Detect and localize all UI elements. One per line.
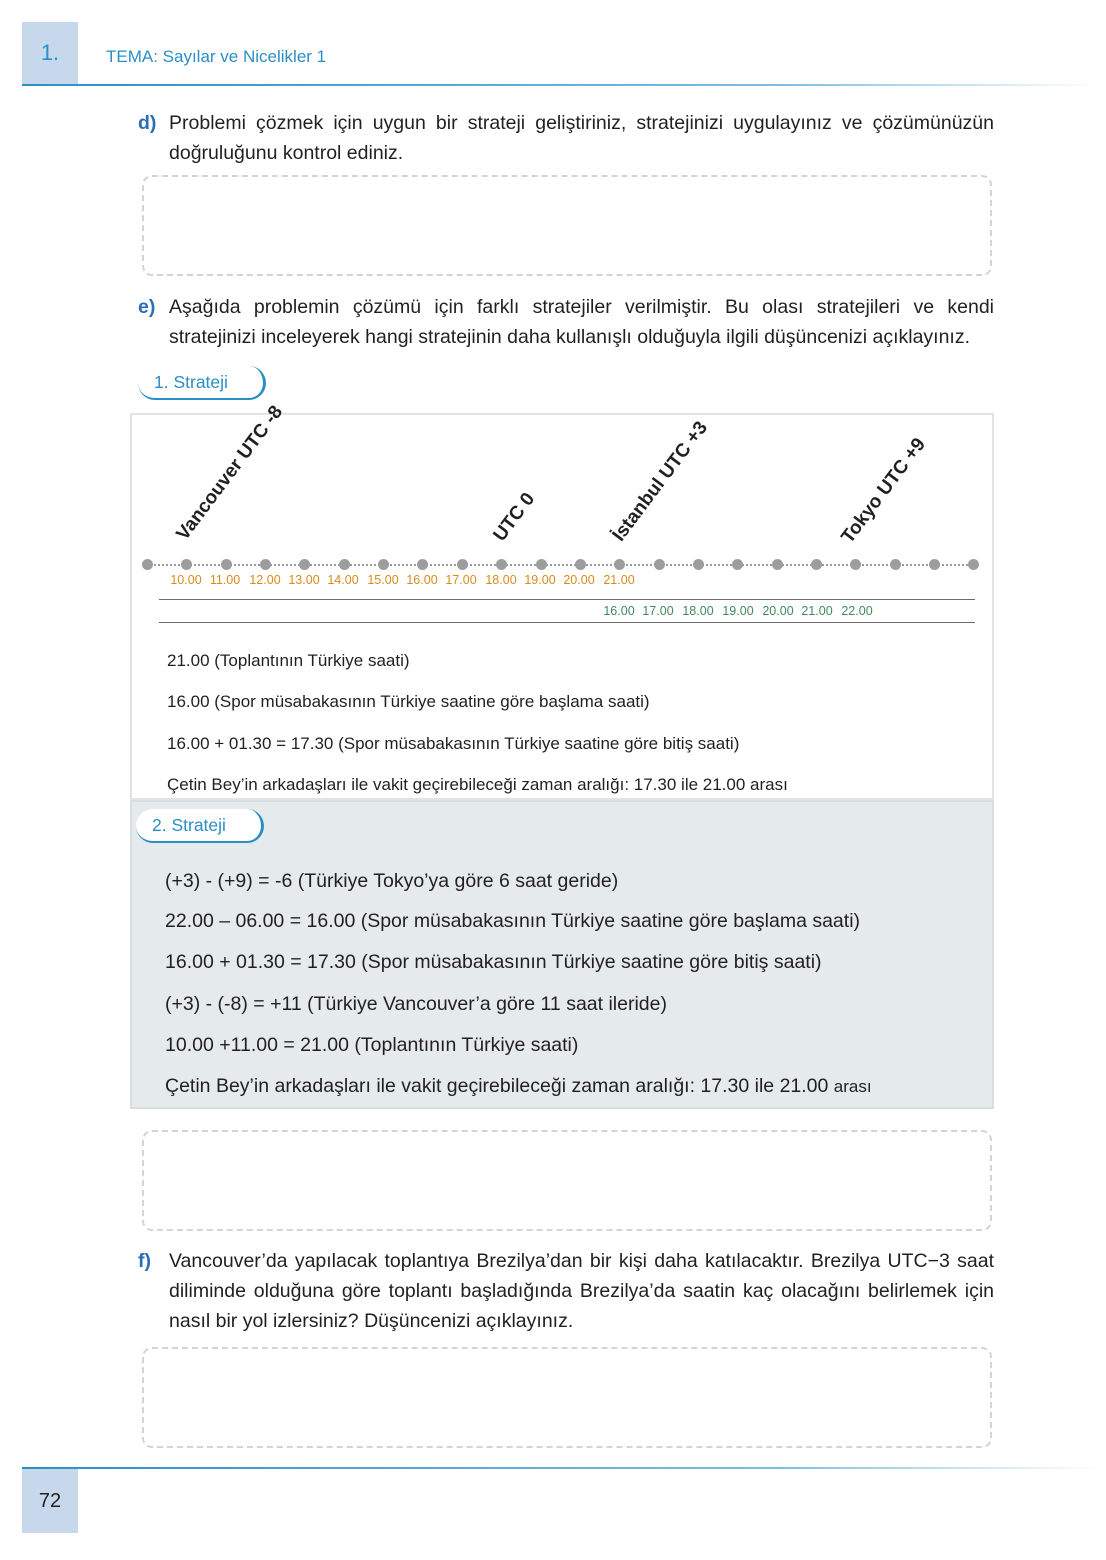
unit-number-badge [22,22,78,84]
timeline-top-label: 12.00 [249,573,281,587]
timeline-top-label: 21.00 [603,573,635,587]
timeline-dot [772,559,783,570]
strategy-2-line: 16.00 + 01.30 = 17.30 (Spor müsabakasının Türkiye saatine göre bitiş saati) [165,951,822,973]
timeline-dot [260,559,271,570]
strategy-2-conclusion-suffix: arası [833,1077,872,1096]
timeline-dot [536,559,547,570]
question-e [138,292,994,352]
timeline-bottom-label: 17.00 [642,604,674,618]
strategy-1-line: 21.00 (Toplantının Türkiye saati) [167,651,410,670]
question-f-text: Vancouver’da yapılacak toplantıya Brezilya’dan bir kişi daha katılacaktır. Brezilya UTC−3 saat diliminde olduğuna göre toplantı başladığında Brezilya’da saatin kaç olacağını belirlemek için nasıl bir yol izlersiniz? Düşüncenizi açıklayınız. [169,1250,994,1332]
timeline-dot [811,559,822,570]
timeline-divider-bottom [159,622,975,623]
timeline-top-label: 14.00 [327,573,359,587]
header-divider [22,84,1102,86]
timeline-dot [221,559,232,570]
question-f [138,1246,994,1336]
strategy-2-tab-label: 2. Strateji [152,814,226,835]
timeline-top-label: 17.00 [445,573,477,587]
timeline-bottom-label: 18.00 [682,604,714,618]
question-f-label: f) [138,1250,151,1272]
strategy-2-line-last [165,1073,872,1100]
timeline-top-label: 15.00 [367,573,399,587]
strategy-1-line: 16.00 + 01.30 = 17.30 (Spor müsabakasının Türkiye saatine göre bitiş saati) [167,734,740,753]
timeline-dot [890,559,901,570]
timeline-bottom-label: 21.00 [801,604,833,618]
strategy-1-line: 16.00 (Spor müsabakasının Türkiye saatine göre başlama saati) [167,692,650,711]
timeline-top-label: 16.00 [406,573,438,587]
timeline-top-label: 19.00 [524,573,556,587]
strategy-1-tab-label: 1. Strateji [154,371,228,392]
city-label-tokyo: Tokyo UTC +9 [837,434,930,548]
question-d-label: d) [138,112,157,134]
question-e-text: Aşağıda problemin çözümü için farklı stratejiler verilmiştir. Bu olası stratejileri ve kendi stratejinizi inceleyerek hangi stratejinin daha kullanışlı olduğuyla ilgili düşüncenizi açıklayınız. [169,296,994,348]
timeline-dot [457,559,468,570]
timeline-dot [575,559,586,570]
timeline-dot [142,559,153,570]
timeline-top-label: 13.00 [288,573,320,587]
city-label-vancouver: Vancouver UTC -8 [172,401,288,545]
timeline-dot [929,559,940,570]
unit-number: 1. [40,40,60,65]
timeline-dot [693,559,704,570]
strategy-2-line: 22.00 – 06.00 = 16.00 (Spor müsabakasının Türkiye saatine göre başlama saati) [165,910,861,932]
question-d-text: Problemi çözmek için uygun bir strateji geliştiriniz, stratejinizi uygulayınız ve çözümünüzün doğruluğunu kontrol ediniz. [169,112,994,164]
timeline-bottom-label: 20.00 [762,604,794,618]
page-number: 72 [38,1489,62,1512]
question-d [138,108,994,168]
strategy-1-tab [138,366,266,400]
timeline-divider-top [159,599,975,600]
timeline-bottom-label: 22.00 [841,604,873,618]
timeline-top-label: 18.00 [485,573,517,587]
theme-title: TEMA: Sayılar ve Nicelikler 1 [106,47,327,66]
timeline-dot [654,559,665,570]
timeline-bottom-label: 16.00 [603,604,635,618]
timeline-top-label: 11.00 [209,573,241,587]
strategy-2-line: (+3) - (-8) = +11 (Türkiye Vancouver’a göre 11 saat ileride) [165,993,667,1015]
city-label-utc0: UTC 0 [489,488,540,546]
answer-box-f[interactable] [142,1347,992,1448]
strategy-2-line: 10.00 +11.00 = 21.00 (Toplantının Türkiye saati) [165,1034,579,1056]
timeline-bottom-label: 19.00 [722,604,754,618]
strategy-2-conclusion: Çetin Bey’in arkadaşları ile vakit geçirebileceği zaman aralığı: 17.30 ile 21.00 [165,1075,829,1097]
strategy-2-line: (+3) - (+9) = -6 (Türkiye Tokyo’ya göre 6 saat geride) [165,870,619,892]
question-e-label: e) [138,296,156,318]
page-number-badge [22,1469,78,1533]
answer-box-e[interactable] [142,1130,992,1231]
strategy-1-line: Çetin Bey’in arkadaşları ile vakit geçirebileceği zaman aralığı: 17.30 ile 21.00 arası [167,775,788,794]
answer-box-d[interactable] [142,175,992,276]
strategy-2-tab [136,809,264,843]
footer-divider [22,1467,1102,1469]
timeline-dot [339,559,350,570]
timeline-top-label: 10.00 [170,573,202,587]
timeline-top-label: 20.00 [563,573,595,587]
city-label-istanbul: İstanbul UTC +3 [608,417,712,546]
